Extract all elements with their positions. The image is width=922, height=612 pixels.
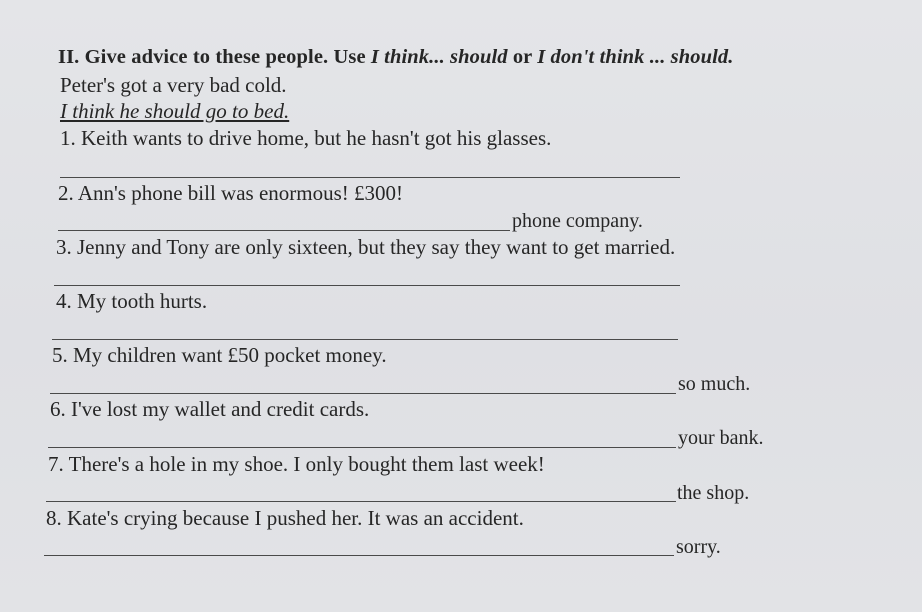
answer-suffix-8: sorry.	[676, 536, 721, 558]
example-prompt: Peter's got a very bad cold.	[60, 73, 287, 97]
answer-suffix-7: the shop.	[677, 482, 750, 504]
answer-line-6[interactable]	[48, 447, 676, 448]
answer-line-4[interactable]	[52, 339, 678, 340]
answer-suffix-6: your bank.	[678, 427, 764, 449]
answer-line-2[interactable]	[58, 230, 510, 231]
question-7: 7. There's a hole in my shoe. I only bought them last week!	[48, 452, 545, 476]
heading-phrase-should: I think... should	[370, 46, 508, 68]
heading-text: II. Give advice to these people. Use	[58, 46, 371, 68]
question-5: 5. My children want £50 pocket money.	[52, 343, 387, 367]
answer-suffix-2: phone company.	[512, 210, 643, 232]
example-answer: I think he should go to bed.	[60, 99, 290, 123]
answer-suffix-5: so much.	[678, 373, 751, 395]
question-1: 1. Keith wants to drive home, but he hasn't got his glasses.	[60, 126, 552, 150]
answer-line-8[interactable]	[44, 555, 674, 556]
heading-phrase-dont-think: I don't think ... should.	[537, 46, 734, 68]
answer-line-7[interactable]	[46, 501, 676, 502]
question-8: 8. Kate's crying because I pushed her. It was an accident.	[46, 506, 524, 530]
question-2: 2. Ann's phone bill was enormous! £300!	[58, 181, 404, 205]
answer-line-1[interactable]	[60, 177, 680, 178]
question-6: 6. I've lost my wallet and credit cards.	[50, 397, 370, 421]
answer-line-3[interactable]	[54, 285, 680, 286]
question-3: 3. Jenny and Tony are only sixteen, but they say they want to get married.	[56, 235, 676, 259]
answer-line-5[interactable]	[50, 393, 676, 394]
exercise-heading	[58, 45, 733, 69]
heading-or: or	[507, 46, 538, 68]
question-4: 4. My tooth hurts.	[56, 289, 208, 313]
